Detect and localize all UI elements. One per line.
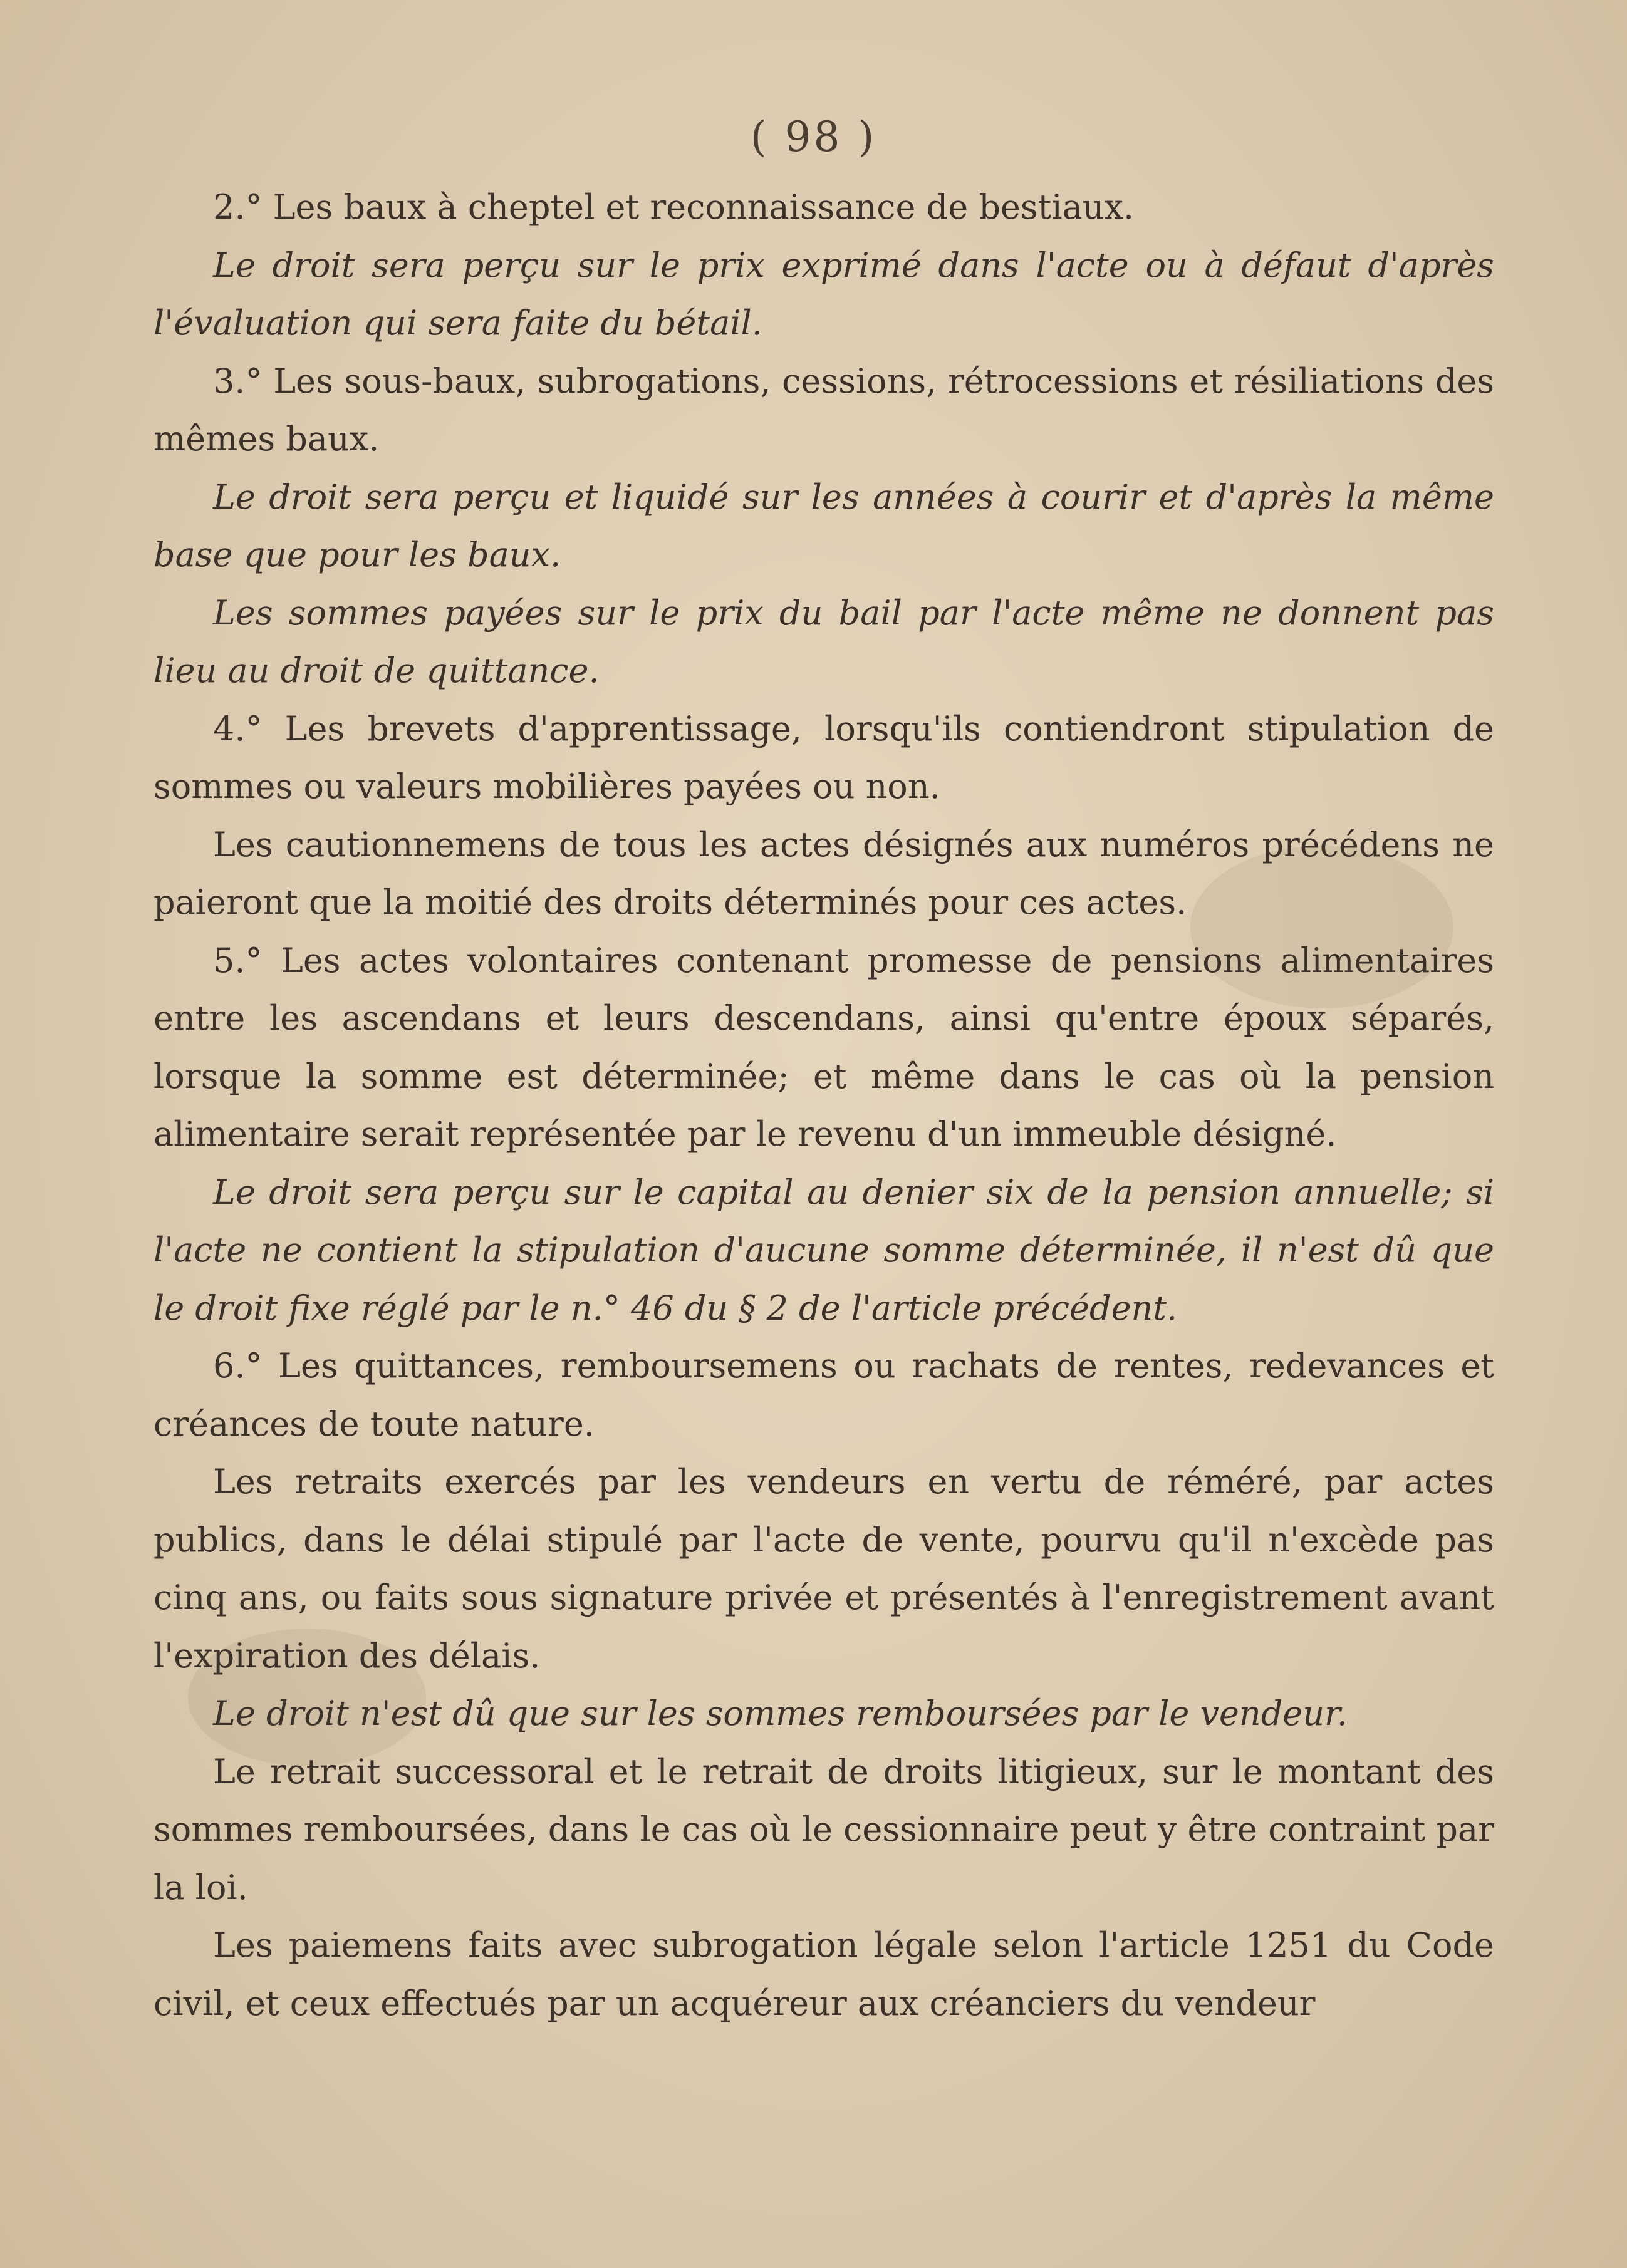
page-number: ( 98 )	[750, 113, 877, 161]
paragraph-2-baux-cheptel: 2.° Les baux à cheptel et reconnaissance de bestiaux.	[213, 187, 1135, 227]
body-text	[153, 179, 1494, 2032]
paragraph-droit-capital: Le droit sera perçu sur le capital au denier six de la pension annuelle; si l'acte ne contient la stipulation d'aucune somme déterminée, il n'est dû que le droit fixe réglé par le n.° 46 du § 2 de l'article précédent.	[153, 1172, 1494, 1328]
paragraph-cautionnemens: Les cautionnemens de tous les actes désignés aux numéros précédens ne paieront que la moitié des droits déterminés pour ces actes.	[153, 824, 1494, 922]
paragraph-5-pensions: 5.° Les actes volontaires contenant promesse de pensions alimentaires entre les ascendans et leurs descendans, ainsi qu'entre époux séparés, lorsque la somme est déterminée; et même dans le cas où la pension alimentaire serait représentée par le revenu d'un immeuble désigné.	[153, 940, 1494, 1154]
paragraph-paiemens-subrogation: Les paiemens faits avec subrogation légale selon l'article 1251 du Code civil, et ceux effectués par un acquéreur aux créanciers du vendeur	[153, 1925, 1494, 2023]
paragraph-6-quittances: 6.° Les quittances, remboursemens ou rachats de rentes, redevances et créances de toute nature.	[153, 1346, 1494, 1444]
paragraph-sommes-payees: Les sommes payées sur le prix du bail par l'acte même ne donnent pas lieu au droit de quittance.	[153, 593, 1494, 690]
paragraph-retraits-remere: Les retraits exercés par les vendeurs en vertu de réméré, par actes publics, dans le délai stipulé par l'acte de vente, pourvu qu'il n'excède pas cinq ans, ou faits sous signature privée et présentés à l'enregistrement avant l'expiration des délais.	[153, 1462, 1494, 1675]
paragraph-droit-prix-betail: Le droit sera perçu sur le prix exprimé dans l'acte ou à défaut d'après l'évaluation qui sera faite du bétail.	[153, 245, 1494, 343]
paragraph-4-brevets: 4.° Les brevets d'apprentissage, lorsqu'ils contiendront stipulation de sommes ou valeurs mobilières payées ou non.	[153, 708, 1494, 806]
paragraph-droit-annees: Le droit sera perçu et liquidé sur les années à courir et d'après la même base que pour les baux.	[153, 477, 1494, 574]
paragraph-retrait-successoral: Le retrait successoral et le retrait de droits litigieux, sur le montant des sommes remboursées, dans le cas où le cessionnaire peut y être contraint par la loi.	[153, 1751, 1494, 1907]
paragraph-droit-sommes-remboursees: Le droit n'est dû que sur les sommes remboursées par le vendeur.	[213, 1694, 1348, 1733]
paragraph-3-sous-baux: 3.° Les sous-baux, subrogations, cessions, rétrocessions et résiliations des mêmes baux.	[153, 361, 1494, 458]
